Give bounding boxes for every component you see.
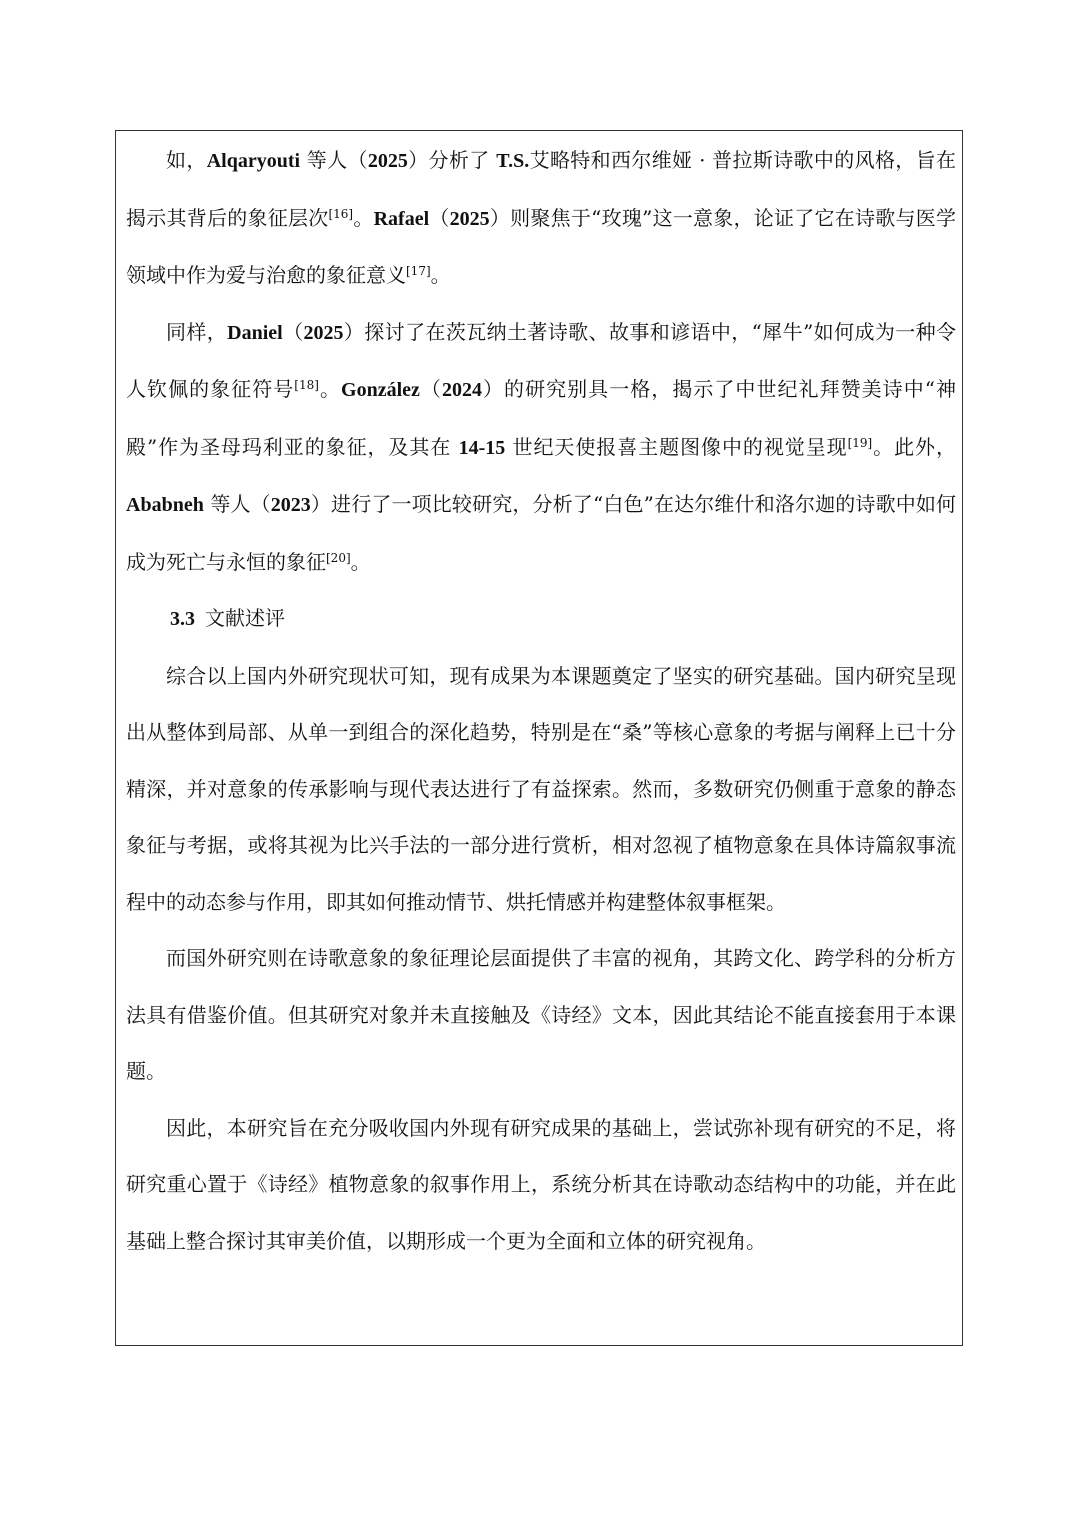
text-run: 。此外，	[872, 434, 956, 459]
paragraph-foreign-studies-2	[126, 304, 956, 591]
year: 2024	[441, 379, 482, 401]
paragraph-review-3: 因此，本研究旨在充分吸收国内外现有研究成果的基础上，尝试弥补现有研究的不足，将研究重心置于《诗经》植物意象的叙事作用上，系统分析其在诗歌动态结构中的功能，并在此基础上整合探讨其审美价值，以期形成一个更为全面和立体的研究视角。	[126, 1115, 956, 1253]
year: 2025	[303, 321, 344, 344]
paragraph-review-2: 而国外研究则在诗歌意象的象征理论层面提供了丰富的视角，其跨文化、跨学科的分析方法具有借鉴价值。但其研究对象并未直接触及《诗经》文本，因此其结论不能直接套用于本课题。	[126, 946, 956, 1083]
year: 2023	[270, 494, 311, 516]
text-run: 同样，	[166, 319, 228, 344]
author-name: Rafael	[373, 207, 430, 230]
section-title: 文献述评	[205, 606, 285, 630]
author-name: T.S.	[496, 150, 530, 172]
text-run: 等人（	[300, 148, 368, 172]
author-name: González	[341, 379, 420, 401]
year: 2025	[367, 150, 408, 172]
author-name: Alqaryouti	[206, 150, 301, 172]
century-range: 14-15	[458, 436, 506, 459]
text-run: ）进行了一项比较研究，分析了“白色”在达尔维什和洛尔迦的诗歌中如何成为死亡与永恒的象征	[126, 492, 957, 574]
section-number: 3.3	[170, 608, 195, 630]
text-run: 。	[353, 205, 374, 230]
text-run: （	[419, 377, 442, 401]
citation-ref: [19]	[847, 435, 873, 450]
citation-ref: [20]	[326, 550, 351, 565]
text-run: 如，	[166, 148, 207, 172]
document-body	[126, 132, 956, 1269]
text-run: ）的研究别具一格，揭示了中世纪礼拜赞美诗中“神殿”作为圣母玛利亚的象征，及其在	[126, 377, 957, 459]
citation-ref: [18]	[294, 377, 319, 392]
paragraph-review-1: 综合以上国内外研究现状可知，现有成果为本课题奠定了坚实的研究基础。国内研究呈现出从整体到局部、从单一到组合的深化趋势，特别是在“桑”等核心意象的考据与阐释上已十分精深，并对意象的传承影响与现代表达进行了有益探索。然而，多数研究仍侧重于意象的静态象征与考据，或将其视为比兴手法的一部分进行赏析，相对忽视了植物意象在具体诗篇叙事流程中的动态参与作用，即其如何推动情节、烘托情感并构建整体叙事框架。	[126, 663, 956, 914]
text-run: 等人（	[203, 492, 271, 516]
text-run: ）探讨了在茨瓦纳土著诗歌、故事和谚语中，“犀牛”如何成为一种令人钦佩的象征符号	[126, 319, 957, 401]
text-run: （	[282, 319, 304, 344]
text-run: 。	[430, 263, 451, 287]
text-run: 世纪天使报喜主题图像中的视觉呈现	[505, 434, 848, 459]
year: 2025	[449, 207, 490, 230]
paragraph-foreign-studies-1	[126, 132, 956, 304]
text-run: 。	[350, 549, 371, 574]
author-name: Ababneh	[126, 494, 204, 516]
text-run: 艾略特和西尔维娅 · 普拉斯诗歌中的风格，旨在揭示其背后的象征层次	[126, 148, 957, 230]
text-run: （	[429, 205, 450, 230]
text-run: ）则聚焦于“玫瑰”这一意象，论证了它在诗歌与医学领域中作为爱与治愈的象征意义	[126, 205, 957, 287]
text-run: 。	[318, 377, 342, 401]
citation-ref: [17]	[406, 263, 431, 278]
author-name: Daniel	[227, 321, 283, 344]
text-run: ）分析了	[407, 148, 497, 172]
section-heading	[126, 590, 956, 648]
citation-ref: [16]	[328, 206, 354, 221]
